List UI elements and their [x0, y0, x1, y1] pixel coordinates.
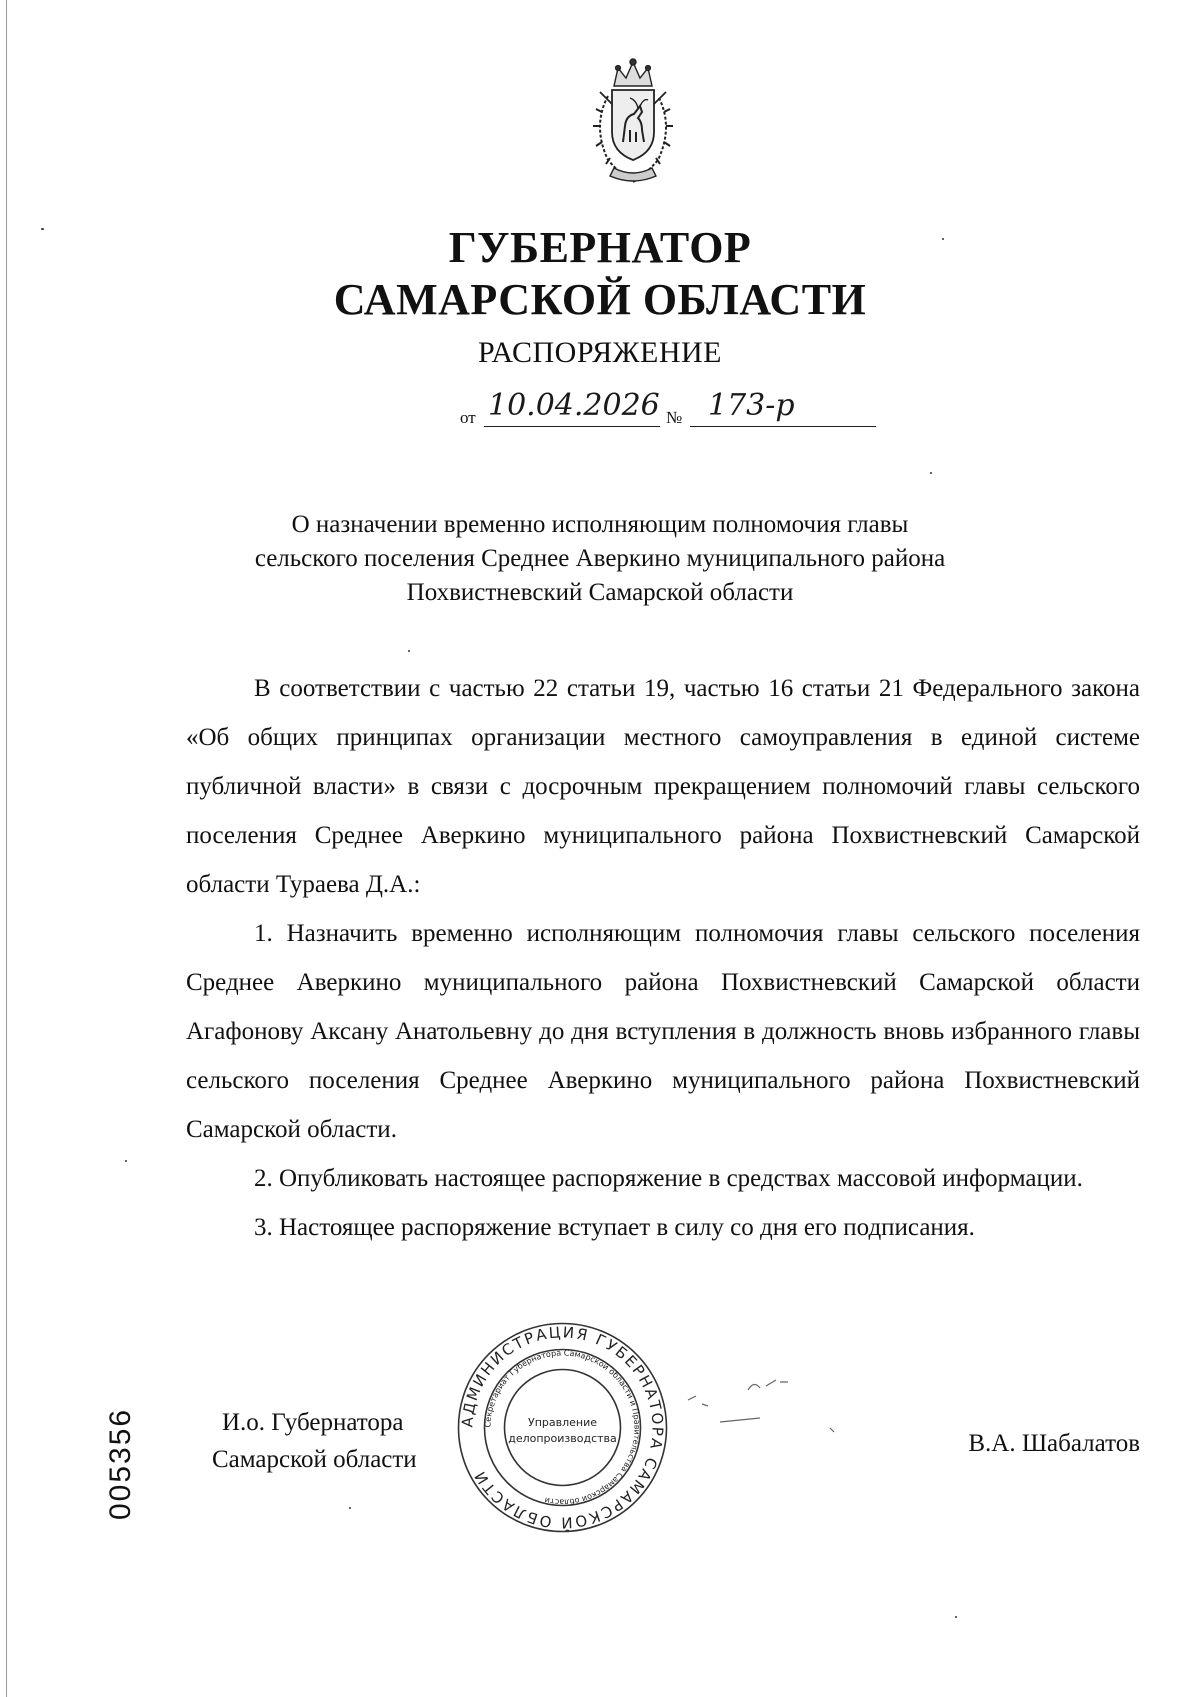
document-type: РАСПОРЯЖЕНИЕ — [477, 336, 723, 369]
subject-line2: сельского поселения Среднее Аверкино муниципального района — [254, 545, 946, 572]
official-seal-stamp — [455, 1320, 670, 1535]
number-underline — [690, 426, 876, 427]
coat-of-arms-emblem — [578, 56, 688, 188]
signatory-position-line2: Самарской области — [212, 1446, 417, 1473]
item-2-paragraph: 2. Опубликовать настоящее распоряжение в средствах массовой информации. — [254, 1165, 1083, 1192]
document-subject — [150, 508, 1050, 610]
scan-speck — [955, 1616, 957, 1618]
date-underline — [484, 426, 660, 427]
scan-speck — [41, 228, 44, 230]
header-title-line2: САМАРСКОЙ ОБЛАСТИ — [333, 275, 867, 324]
date-number-line — [460, 386, 880, 436]
item-1-paragraph: 1. Назначить временно исполняющим полномочия главы сельского поселения Среднее Аверкино муниципального района Похвистневский Самарской области Агафонову Аксану Анатольевну до дня вступления в должность вновь избранного главы сельского поселения Среднее Аверкино муниципального района Похвистневский Самарской области. — [186, 920, 1140, 1143]
scan-speck — [930, 472, 932, 474]
scan-speck — [408, 650, 410, 652]
subject-line1: О назначении временно исполняющим полномочия главы — [291, 511, 909, 538]
subject-line3: Похвистневский Самарской области — [406, 579, 794, 606]
document-body — [186, 664, 1140, 1252]
signatory-position-line1: И.о. Губернатора — [222, 1409, 404, 1436]
preamble-paragraph: В соответствии с частью 22 статьи 19, частью 16 статьи 21 Федерального закона «Об общих принципах организации местного самоуправления в единой системе публичной власти» в связи с досрочным прекращением полномочий главы сельского поселения Среднее Аверкино муниципального района Похвистневский Самарской области Тураева Д.А.: — [186, 675, 1140, 898]
number-label: № — [666, 408, 683, 427]
signature-scribble-marks — [680, 1360, 900, 1440]
document-date: 10.04.2026 — [488, 388, 660, 423]
document-number: 173-р — [708, 388, 795, 423]
stamp-center-line1: Управление — [527, 1416, 598, 1429]
item-3-paragraph: 3. Настоящее распоряжение вступает в силу со дня его подписания. — [254, 1214, 975, 1241]
stamp-center-line2: делопроизводства — [508, 1432, 617, 1445]
signatory-name: В.А. Шабалатов — [968, 1430, 1140, 1457]
stamp-outer-text: АДМИНИСТРАЦИЯ ГУБЕРНАТОРА САМАРСКОЙ ОБЛАСТИ — [458, 1323, 667, 1532]
scan-speck — [349, 1507, 351, 1509]
date-from-label: от — [460, 408, 476, 427]
scan-speck — [125, 1160, 127, 1162]
header-title-line1: ГУБЕРНАТОР — [448, 223, 752, 272]
registration-number: 005356 — [104, 1407, 137, 1520]
scan-speck — [942, 238, 944, 240]
stamp-inner-ring-text: Секретариат Губернатора Самарской области и Правительства Самарской области — [483, 1348, 642, 1507]
signatory-position — [212, 1404, 417, 1478]
